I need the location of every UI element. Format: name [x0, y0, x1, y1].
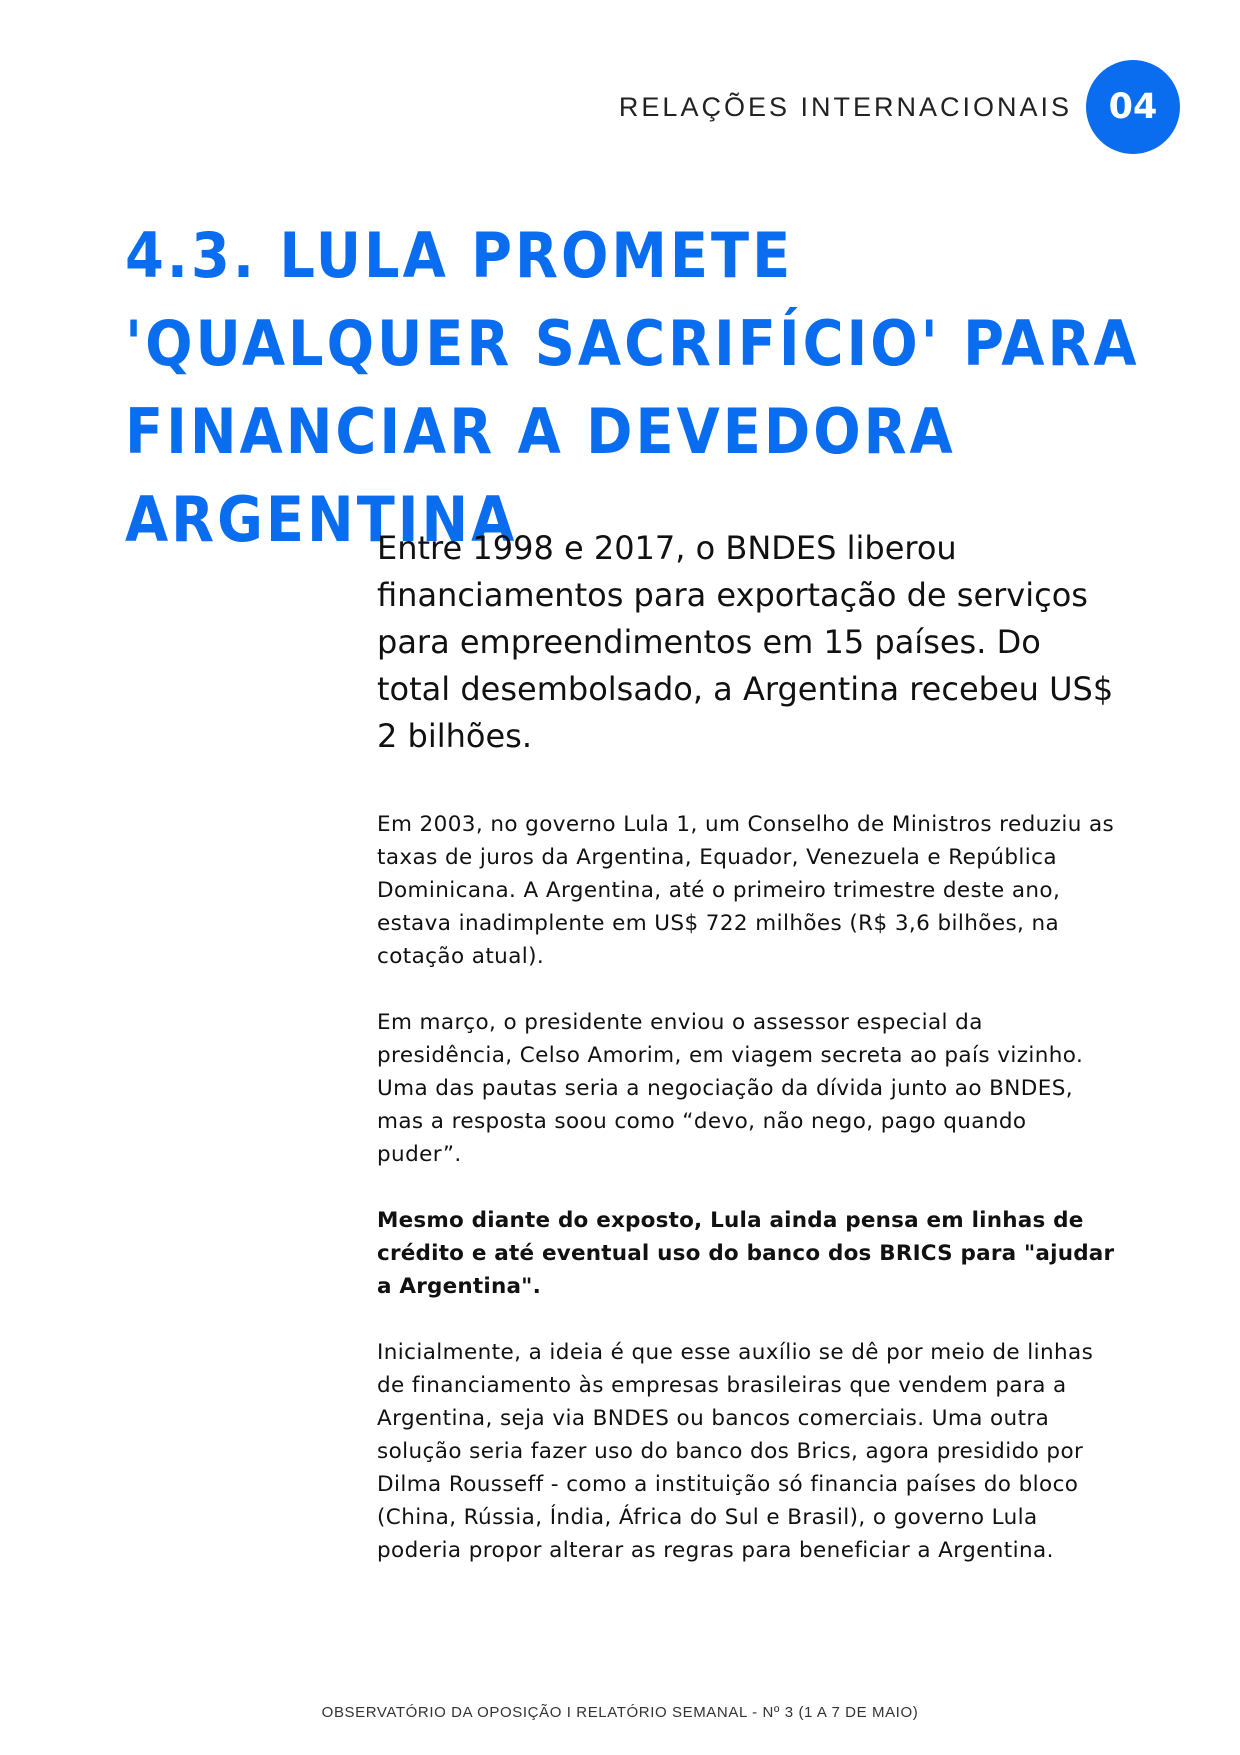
body-paragraph: Em 2003, no governo Lula 1, um Conselho de Ministros reduziu as taxas de juros da Argentina, Equador, Venezuela e República Dominicana. A Argentina, até o primeiro trimestre deste ano, estava inadimplente em US$ 722 milhões (R$ 3,6 bilhões, na cotação atual).	[377, 812, 1115, 969]
page-header	[619, 60, 1180, 154]
body-paragraph: Em março, o presidente enviou o assessor especial da presidência, Celso Amorim, em viagem secreta ao país vizinho. Uma das pautas seria a negociação da dívida junto ao BNDES, mas a resposta soou como “devo, não nego, pago quando puder”.	[377, 1010, 1084, 1167]
article-body	[377, 525, 1117, 1600]
lead-paragraph: Entre 1998 e 2017, o BNDES liberou financiamentos para exportação de serviços para empreendimentos em 15 países. Do total desembolsado, a Argentina recebeu US$ 2 bilhões.	[377, 529, 1114, 755]
highlight-paragraph: Mesmo diante do exposto, Lula ainda pensa em linhas de crédito e até eventual uso do banco dos BRICS para "ajudar a Argentina".	[377, 1208, 1115, 1299]
page-footer: OBSERVATÓRIO DA OPOSIÇÃO I RELATÓRIO SEMANAL - Nº 3 (1 A 7 DE MAIO)	[321, 1704, 919, 1721]
page-number-badge: 04	[1086, 60, 1180, 154]
body-paragraph: Inicialmente, a ideia é que esse auxílio se dê por meio de linhas de financiamento às empresas brasileiras que vendem para a Argentina, seja via BNDES ou bancos comerciais. Uma outra solução seria fazer uso do banco dos Brics, agora presidido por Dilma Rousseff - como a instituição só financia países do bloco (China, Rússia, Índia, África do Sul e Brasil), o governo Lula poderia propor alterar as regras para beneficiar a Argentina.	[377, 1340, 1094, 1563]
article-title: 4.3. LULA PROMETE 'QUALQUER SACRIFÍCIO' PARA FINANCIAR A DEVEDORA ARGENTINA	[125, 219, 1140, 556]
section-name: RELAÇÕES INTERNACIONAIS	[618, 91, 1072, 122]
